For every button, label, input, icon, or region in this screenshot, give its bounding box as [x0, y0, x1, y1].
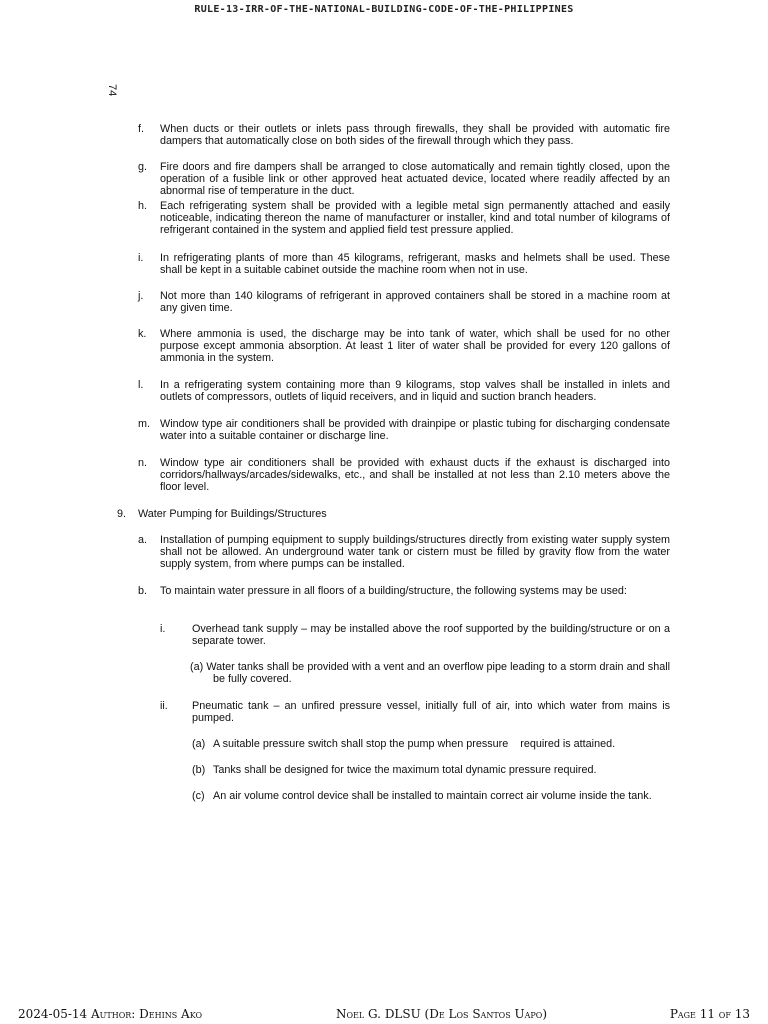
sub-sub-list-item-label: (a) [192, 738, 206, 750]
list-item-text: Window type air conditioners shall be provided with exhaust ducts if the exhaust is discharged into corridors/hallways/arcades/sidewalks, etc., and shall be installed at not less than 2.10 meters above the floor level. [160, 457, 670, 493]
list-item-label: i. [138, 252, 144, 264]
list-item-label: b. [138, 585, 148, 597]
footer-affiliation: Noel G. DLSU (De Los Santos Uapo) [336, 1007, 548, 1021]
list-item-label: a. [138, 534, 148, 546]
list-item-label: f. [138, 123, 144, 135]
list-item-text: Not more than 140 kilograms of refrigerant in approved containers shall be stored in a machine room at any given time. [160, 290, 670, 314]
list-item-label: n. [138, 457, 148, 469]
list-item-label: k. [138, 328, 147, 340]
page-number: 74 [106, 84, 118, 97]
list-item-text: In refrigerating plants of more than 45 kilograms, refrigerant, masks and helmets shall be used. These shall be kept in a suitable cabinet outside the machine room when not in use. [160, 252, 670, 276]
footer-date-author: 2024-05-14 Author: Dehins Ako [18, 1007, 203, 1021]
sub-list-item-text: Overhead tank supply – may be installed above the roof supported by the building/structure or on a separate tower. [192, 623, 670, 647]
list-item-label: j. [138, 290, 144, 302]
sub-sub-list-item-label: (b) [192, 764, 206, 776]
list-item-text: When ducts or their outlets or inlets pass through firewalls, they shall be provided with automatic fire dampers that automatically close on both sides of the firewall through which they pass. [160, 123, 670, 147]
list-item-text: To maintain water pressure in all floors of a building/structure, the following systems may be used: [160, 585, 627, 597]
list-item-label: h. [138, 200, 148, 212]
sub-list-item-text: Pneumatic tank – an unfired pressure vessel, initially full of air, into which water from mains is pumped. [192, 700, 670, 724]
sub-sub-list-item-label: (c) [192, 790, 205, 802]
section-title: Water Pumping for Buildings/Structures [138, 508, 327, 520]
sub-sub-list-item-text: (a) Water tanks shall be provided with a vent and an overflow pipe leading to a storm drain and shall be fully covered. [190, 661, 670, 685]
list-item-text: Fire doors and fire dampers shall be arranged to close automatically and remain tightly closed, upon the operation of a fusible link or other approved heat actuated device, located where readily affected by an abnormal rise of temperature in the duct. [160, 161, 670, 197]
list-item-label: l. [138, 379, 144, 391]
sub-sub-list-item-text: An air volume control device shall be installed to maintain correct air volume inside the tank. [213, 790, 652, 802]
list-item-text: Each refrigerating system shall be provided with a legible metal sign permanently attached and easily noticeable, indicating thereon the name of manufacturer or installer, kind and total number of kilograms of refrigerant contained in the system and applied field test pressure applied. [160, 200, 670, 236]
list-item-text: Window type air conditioners shall be provided with drainpipe or plastic tubing for discharging condensate water into a suitable container or discharge line. [160, 418, 670, 442]
list-item-text: Installation of pumping equipment to supply buildings/structures directly from existing water supply system shall not be allowed. An underground water tank or cistern must be filled by gravity flow from the water supply system, from where pumps can be installed. [160, 534, 670, 570]
sub-list-item-label: i. [160, 623, 166, 635]
list-item-label: m. [138, 418, 150, 430]
list-item-text: Where ammonia is used, the discharge may be into tank of water, which shall be used for no other purpose except ammonia absorption. At least 1 liter of water shall be provided for every 120 gallons of ammonia in the system. [160, 328, 670, 364]
list-item-label: g. [138, 161, 148, 173]
sub-list-item-label: ii. [160, 700, 168, 712]
footer-page-count: Page 11 of 13 [669, 1007, 750, 1021]
section-number: 9. [117, 508, 127, 520]
page-footer [18, 1007, 750, 1023]
list-item-text: In a refrigerating system containing more than 9 kilograms, stop valves shall be installed in inlets and outlets of compressors, outlets of liquid receivers, and in liquid and suction branch headers. [160, 379, 670, 403]
document-header-title: RULE-13-IRR-OF-THE-NATIONAL-BUILDING-CODE-OF-THE-PHILIPPINES [194, 4, 574, 15]
sub-sub-list-item-text: Tanks shall be designed for twice the maximum total dynamic pressure required. [213, 764, 597, 776]
sub-sub-list-item-text: A suitable pressure switch shall stop the pump when pressure required is attained. [213, 738, 616, 750]
